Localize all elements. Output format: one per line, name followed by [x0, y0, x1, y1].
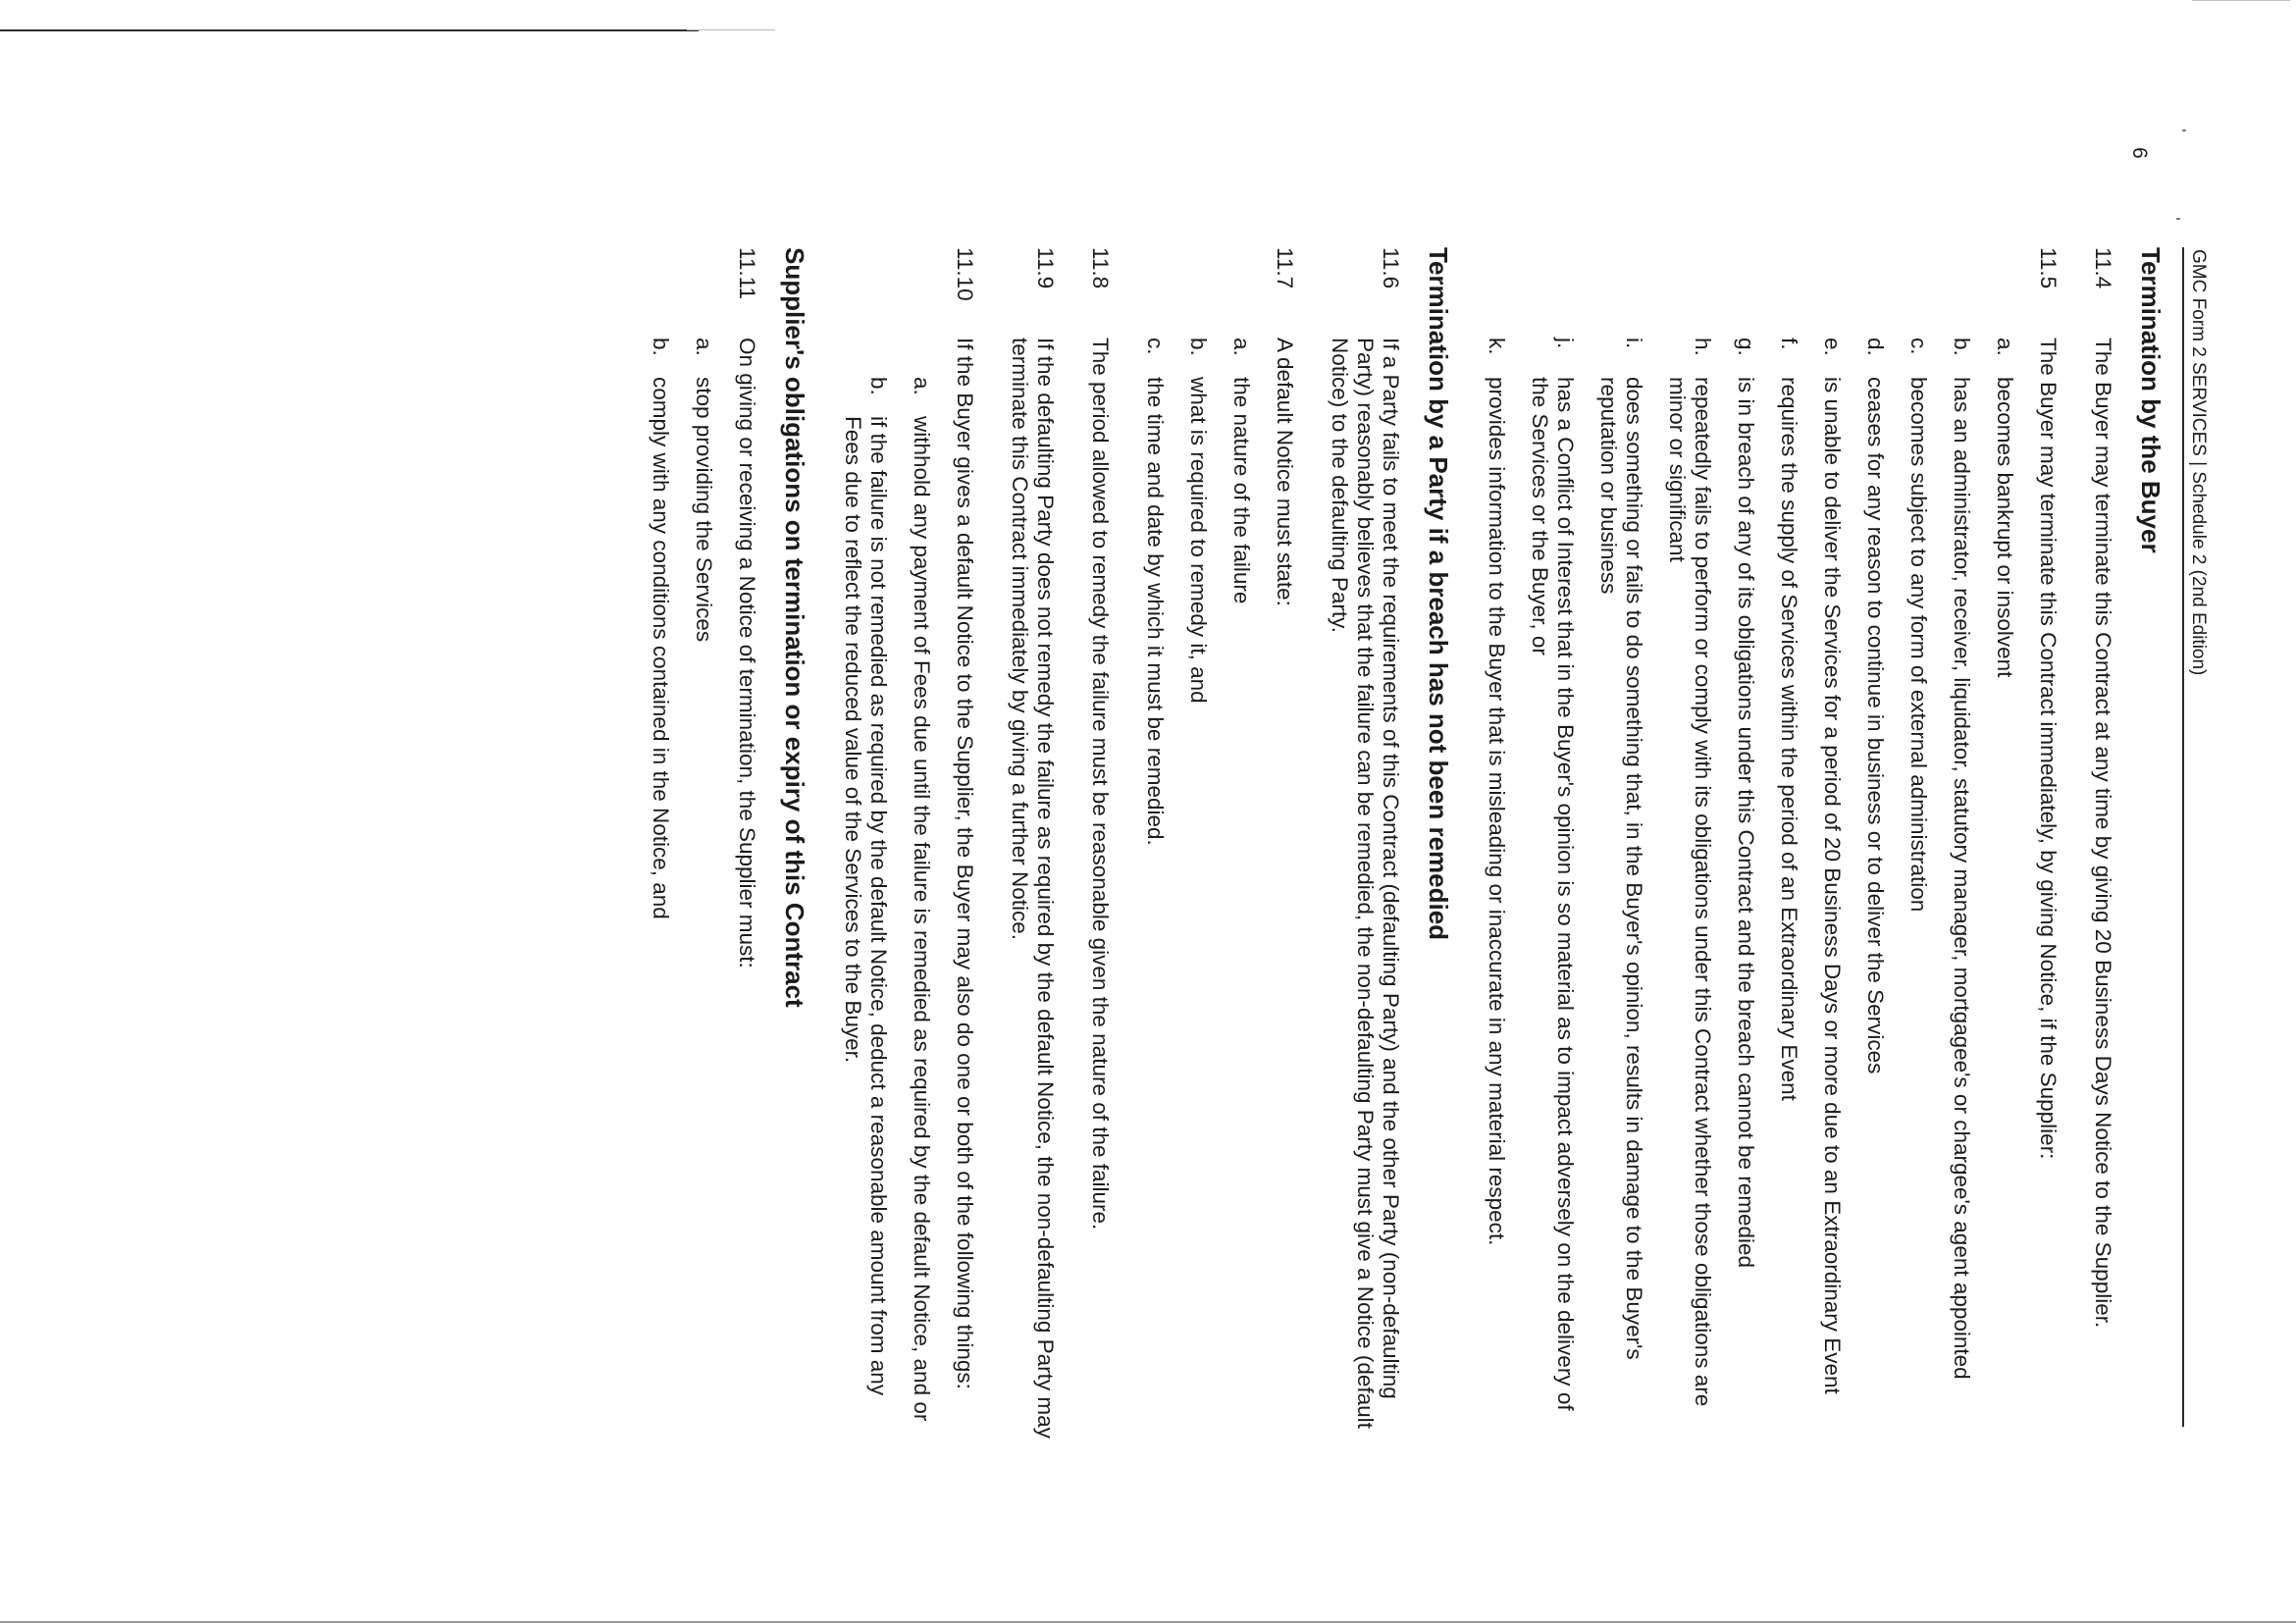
sub-clause-marker: c. [1143, 338, 1168, 355]
clause-text: On giving or receiving a Notice of termination, the Supplier must: [735, 338, 759, 969]
clause-text: ceases for any reason to continue in business or to deliver the Services [1863, 377, 1888, 1074]
sub-clause-marker: a. [1993, 338, 2017, 356]
clause-text: is in breach of any of its obligations under this Contract and the breach cannot be remedied [1734, 377, 1758, 1269]
sub-clause-marker: d. [1863, 338, 1888, 356]
sub-clause [1664, 247, 1715, 1444]
clause [1007, 247, 1058, 1444]
sub-clause-marker: b. [649, 338, 673, 356]
sub-clause [1527, 247, 1578, 1444]
clause [2090, 247, 2115, 1444]
sub-clause-marker: a. [1229, 338, 1254, 356]
sub-clause-marker: b. [866, 377, 891, 395]
clause-text: stop providing the Services [692, 377, 716, 643]
clause-text: what is required to remedy it, and [1186, 377, 1211, 704]
sub-clause [1819, 247, 1845, 1444]
clause-text: requires the supply of Services within the period of an Extraordinary Event [1777, 377, 1801, 1101]
clause-number: 11.5 [2036, 247, 2061, 289]
sub-clause [1595, 247, 1646, 1444]
document-body [648, 247, 2166, 1444]
clause-text: does something or fails to do something that, in the Buyer's opinion, results in damage to the Buyer's reputation or business [1596, 377, 1646, 1360]
clause-number: 11.8 [1088, 247, 1113, 289]
clause-text: if the failure is not remedied as required by the default Notice, deduct a reasonable amount from any Fees due to reflect the reduced value of the Services to the Buyer. [841, 416, 891, 1396]
section-heading: Supplier's obligations on termination or expiry of this Contract [780, 247, 809, 1008]
sub-clause-marker: a. [692, 338, 716, 356]
clause-text: the nature of the failure [1229, 377, 1254, 604]
clause-text: withhold any payment of Fees due until the failure is remedied as required by the default Notice, and or [910, 416, 934, 1422]
running-header: GMC Form 2 SERVICES | Schedule 2 (2nd Edition) [2182, 247, 2210, 1427]
clause-number: 11.7 [1273, 247, 1297, 289]
section-heading: Termination by a Party if a breach has not been remedied [1424, 247, 1453, 941]
clause-text: has an administrator, receiver, liquidator, statutory manager, mortgagee's or chargee's agent appointed [1950, 377, 1974, 1380]
sub-clause [648, 247, 673, 1444]
sub-clause-marker: f. [1777, 338, 1801, 350]
clause-text: The Buyer may terminate this Contract immediately, by giving Notice, if the Supplier: [2036, 338, 2061, 1160]
sub-clause-marker: h. [1691, 338, 1715, 356]
clause-number: 11.6 [1379, 247, 1403, 289]
clause [734, 247, 759, 1444]
clause [1327, 247, 1403, 1444]
sub-clause [1185, 247, 1211, 1444]
clause-text: provides information to the Buyer that is misleading or inaccurate in any material respect. [1485, 377, 1509, 1246]
sub-clause [1733, 247, 1758, 1444]
clause-text: comply with any conditions contained in the Notice, and [649, 377, 673, 919]
sub-clause [1776, 247, 1801, 1444]
sub-clause [1142, 247, 1168, 1444]
sub-clause-marker: e. [1820, 338, 1845, 356]
clause [1087, 247, 1113, 1444]
clause-number: 11.4 [2091, 247, 2115, 289]
clause-text: becomes subject to any form of external administration [1906, 377, 1931, 913]
clause-number: 11.9 [1033, 247, 1058, 289]
clause [952, 247, 977, 1444]
sub-clause-marker: j. [1553, 338, 1578, 349]
sub-clause [840, 247, 891, 1444]
clause-text: becomes bankrupt or insolvent [1993, 377, 2017, 678]
sub-clause-marker: b. [1950, 338, 1974, 356]
sub-clause [1228, 247, 1254, 1444]
clause-number: 11.11 [735, 247, 759, 299]
sub-clause-marker: a. [910, 377, 934, 395]
clause-text: The period allowed to remedy the failure must be reasonable given the nature of the failure. [1088, 338, 1113, 1230]
clause-text: If the Buyer gives a default Notice to the Supplier, the Buyer may also do one or both of the following things: [953, 338, 977, 1389]
clause-text: repeatedly fails to perform or comply with its obligations under this Contract whether those obligations are minor or significant [1665, 377, 1715, 1407]
sub-clause-marker: g. [1734, 338, 1758, 356]
sub-clause [1949, 247, 1974, 1444]
page-number: 6 [2128, 147, 2151, 159]
sub-clause-marker: b. [1186, 338, 1211, 356]
sub-clause [1862, 247, 1888, 1444]
clause-text: has a Conflict of Interest that in the Buyer's opinion is so material as to impact adversely on the delivery of the Services or the Buyer, or [1528, 377, 1578, 1411]
section-heading: Termination by the Buyer [2136, 247, 2166, 553]
sub-clause [1992, 247, 2017, 1444]
clause-text: A default Notice must state: [1273, 338, 1297, 606]
clause-text: is unable to deliver the Services for a period of 20 Business Days or more due to an Extraordinary Event [1820, 377, 1845, 1394]
clause-text: If the defaulting Party does not remedy the failure as required by the default Notice, the non-defaulting Party may terminate this Contract immediately by giving a further Notice. [1008, 338, 1058, 1439]
clause [2035, 247, 2061, 1444]
clause-number: 11.10 [953, 247, 977, 301]
clause-text: the time and date by which it must be remedied. [1143, 377, 1168, 846]
clause-text: If a Party fails to meet the requirements of this Contract (defaulting Party) and the other Party (non-defaulting Party) reasonably believes that the failure can be remedied, the non-defaulting Party must give a Notice (default Notice) to the defaulting Party. [1328, 338, 1403, 1429]
sub-clause-marker: i. [1622, 338, 1646, 349]
sub-clause [1905, 247, 1931, 1444]
clause [1272, 247, 1297, 1444]
sub-clause [909, 247, 934, 1444]
sub-clause-marker: c. [1906, 338, 1931, 355]
sub-clause-marker: k. [1485, 338, 1509, 355]
sub-clause [1484, 247, 1509, 1444]
sub-clause [691, 247, 716, 1444]
clause-text: The Buyer may terminate this Contract at any time by giving 20 Business Days Notice to the Supplier. [2091, 338, 2115, 1329]
